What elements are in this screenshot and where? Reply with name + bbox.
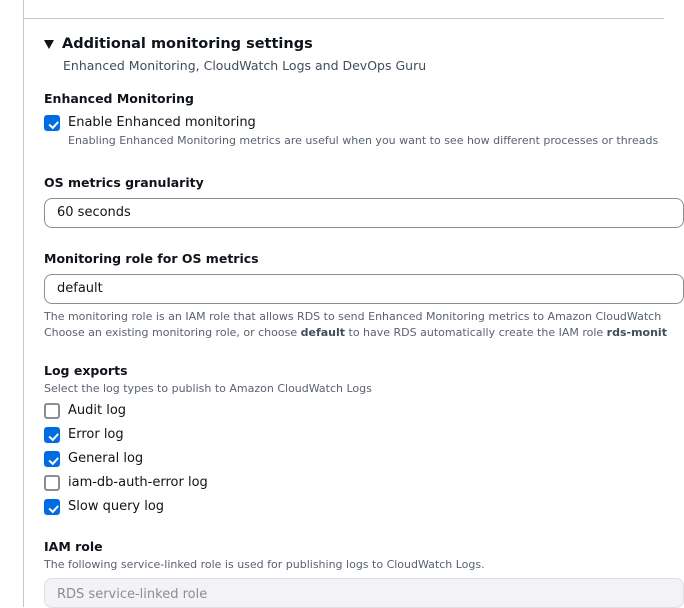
slow-query-log-checkbox[interactable]	[44, 499, 60, 515]
section-description: Enhanced Monitoring, CloudWatch Logs and DevOps Guru	[63, 58, 427, 73]
previous-section-panel	[24, 0, 664, 19]
os-metrics-granularity-value: 60 seconds	[57, 205, 131, 220]
monitoring-role-help-line1: The monitoring role is an IAM role that allows RDS to send Enhanced Monitoring metrics to Amazon CloudWatch	[44, 310, 662, 323]
monitoring-role-label: Monitoring role for OS metrics	[44, 251, 259, 266]
iam-role-description: The following service-linked role is used for publishing logs to CloudWatch Logs.	[44, 558, 485, 571]
log-exports-label: Log exports	[44, 363, 128, 378]
audit-log-label[interactable]: Audit log	[68, 403, 127, 418]
slow-query-log-label[interactable]: Slow query log	[68, 499, 165, 514]
error-log-label[interactable]: Error log	[68, 427, 124, 442]
section-title: Additional monitoring settings	[62, 36, 313, 52]
iam-db-auth-error-log-checkbox[interactable]	[44, 475, 60, 491]
audit-log-checkbox[interactable]	[44, 403, 60, 419]
general-log-checkbox[interactable]	[44, 451, 60, 467]
error-log-checkbox[interactable]	[44, 427, 60, 443]
monitoring-role-value: default	[57, 281, 103, 296]
iam-role-value: RDS service-linked role	[57, 587, 208, 602]
os-metrics-granularity-select[interactable]	[44, 198, 684, 228]
caret-down-icon	[44, 40, 54, 49]
iam-role-select	[44, 578, 684, 608]
enhanced-monitoring-help: Enabling Enhanced Monitoring metrics are useful when you want to see how different processes or threads	[68, 134, 659, 147]
general-log-label[interactable]: General log	[68, 451, 144, 466]
log-exports-description: Select the log types to publish to Amazon CloudWatch Logs	[44, 382, 372, 395]
monitoring-role-select[interactable]	[44, 274, 684, 304]
iam-db-auth-error-log-label[interactable]: iam-db-auth-error log	[68, 475, 208, 490]
left-rail	[0, 0, 24, 607]
iam-role-label: IAM role	[44, 539, 103, 554]
os-metrics-granularity-label: OS metrics granularity	[44, 175, 204, 190]
enable-enhanced-monitoring-checkbox[interactable]	[44, 115, 60, 131]
additional-monitoring-toggle[interactable]	[44, 36, 648, 52]
monitoring-role-help-line2: Choose an existing monitoring role, or choose default to have RDS automatically create the IAM role rds-monit	[44, 326, 667, 339]
enable-enhanced-monitoring-label[interactable]: Enable Enhanced monitoring	[68, 115, 256, 130]
enhanced-monitoring-label: Enhanced Monitoring	[44, 91, 194, 106]
